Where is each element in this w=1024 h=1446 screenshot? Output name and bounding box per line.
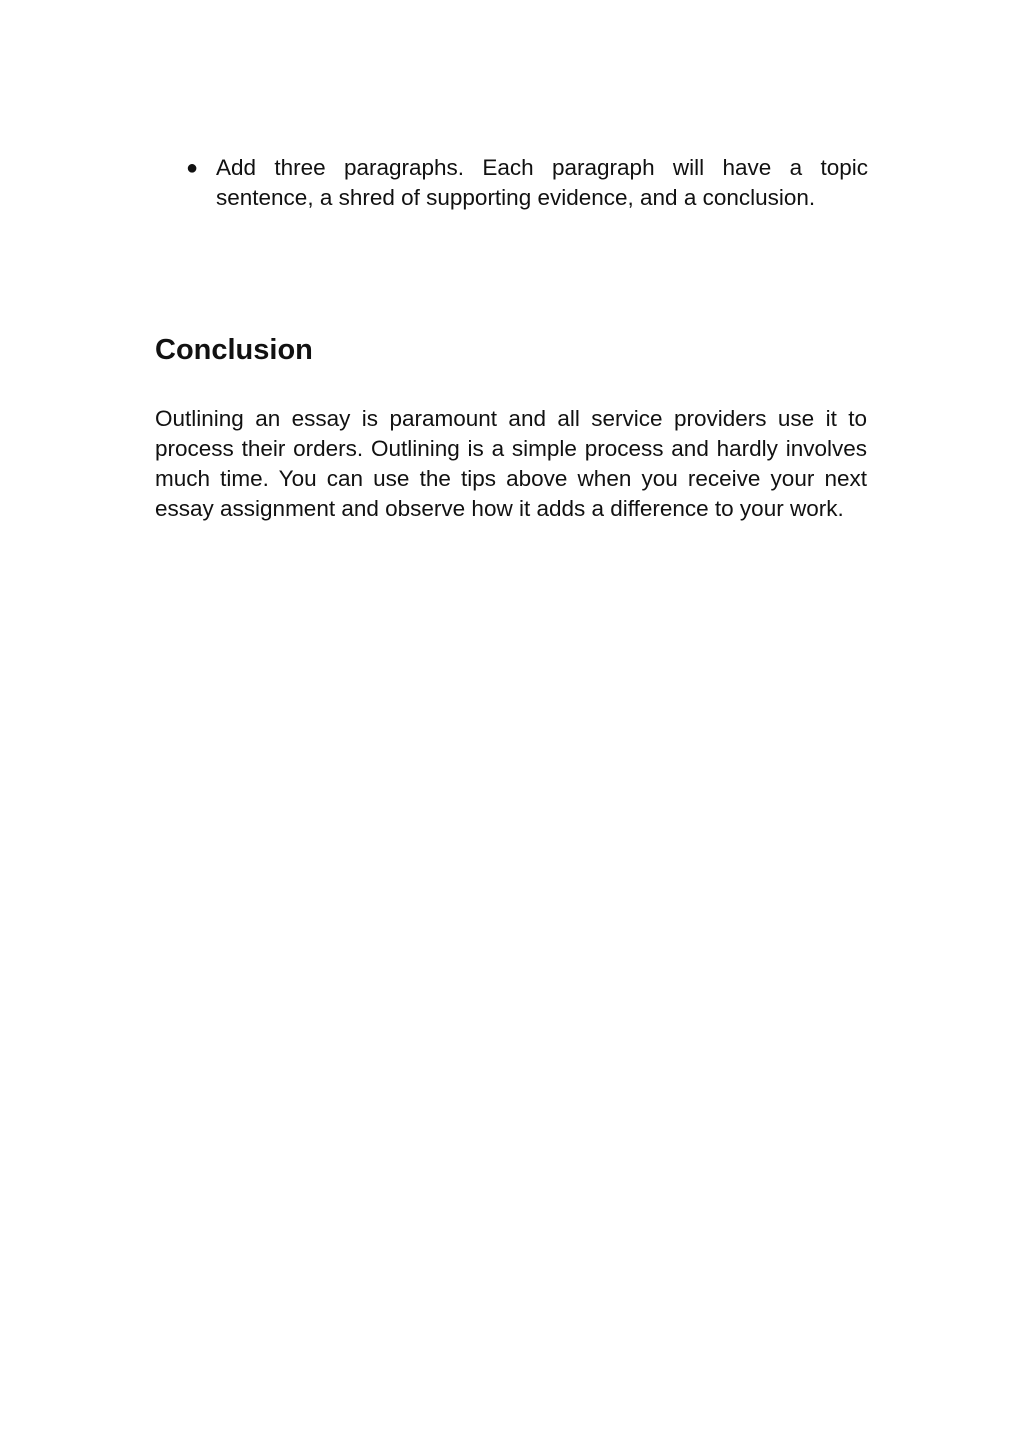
bullet-list [186,153,868,213]
conclusion-paragraph: Outlining an essay is paramount and all service providers use it to process their orders. Outlining is a simple process and hardly involves much time. You can use the tips above when you receive your next essay assignment and observe how it adds a difference to your work. [155,406,867,521]
list-item [186,153,868,213]
bullet-icon: ● [186,157,199,179]
list-item-text: Add three paragraphs. Each paragraph will have a topic sentence, a shred of supporting evidence, and a conclusion. [216,155,868,210]
section-heading: Conclusion [155,334,313,366]
